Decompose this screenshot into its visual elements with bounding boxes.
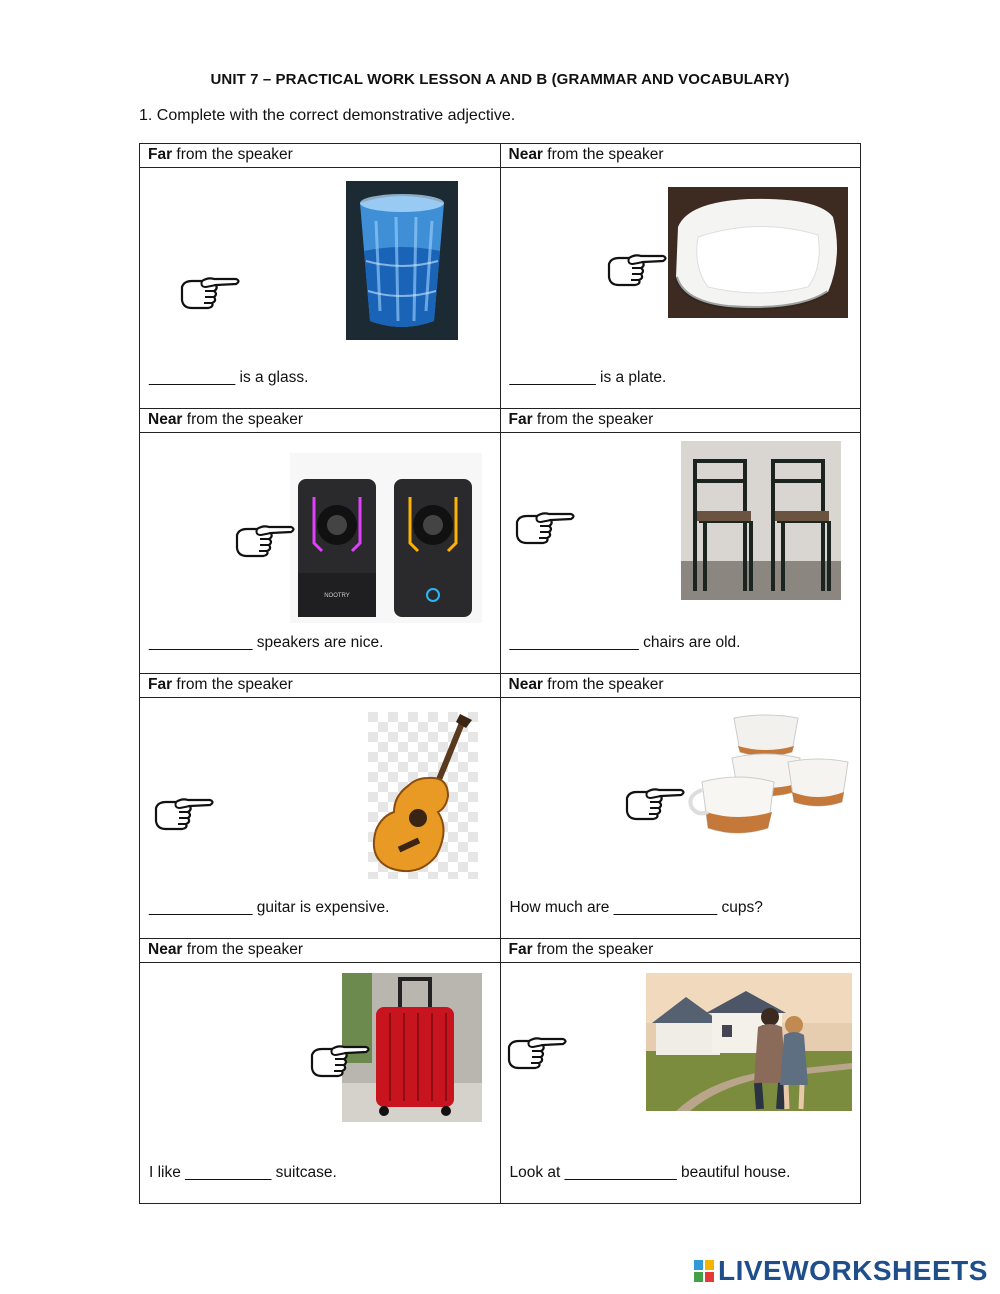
liveworksheets-logo — [693, 1255, 988, 1287]
exercise-cell-guitar — [140, 698, 501, 939]
speaker-brand: NOOTRY — [324, 593, 350, 599]
cups-image — [682, 712, 852, 840]
chairs-image — [681, 441, 841, 600]
pointing-hand-icon — [623, 784, 687, 824]
cell-heading: Near from the speaker — [500, 674, 861, 698]
sentence-text: Look at _____________ beautiful house. — [509, 1164, 791, 1181]
sentence-text: How much are ____________ cups? — [509, 899, 763, 916]
cell-heading: Far from the speaker — [500, 939, 861, 963]
page-title: UNIT 7 – PRACTICAL WORK LESSON A AND B (GRAMMAR AND VOCABULARY) — [210, 71, 790, 88]
exercise-cell-plate — [500, 168, 861, 409]
sentence-text: _______________ chairs are old. — [509, 634, 741, 651]
pointing-hand-icon — [513, 508, 577, 548]
cell-heading: Far from the speaker — [500, 409, 861, 433]
logo-mark-icon — [693, 1259, 715, 1283]
pointing-hand-icon — [308, 1041, 372, 1081]
exercise-cell-glass — [140, 168, 501, 409]
cell-heading: Far from the speaker — [140, 144, 501, 168]
cell-heading: Near from the speaker — [140, 939, 501, 963]
sentence-text: __________ is a plate. — [509, 369, 667, 386]
exercise-table — [139, 143, 861, 1204]
cell-heading: Near from the speaker — [500, 144, 861, 168]
house-image — [646, 973, 852, 1111]
sentence-text: __________ is a glass. — [149, 369, 309, 386]
exercise-cell-house — [500, 963, 861, 1204]
sentence-text: ____________ speakers are nice. — [149, 634, 384, 651]
glass-image — [346, 181, 458, 340]
pointing-hand-icon — [605, 250, 669, 290]
sentence-text: ____________ guitar is expensive. — [149, 899, 390, 916]
exercise-cell-cups — [500, 698, 861, 939]
pointing-hand-icon — [178, 273, 242, 313]
exercise-cell-speakers — [140, 433, 501, 674]
logo-text: LIVEWORKSHEETS — [718, 1255, 988, 1286]
pointing-hand-icon — [505, 1033, 569, 1073]
pointing-hand-icon — [152, 794, 216, 834]
speakers-image — [290, 453, 482, 623]
cell-heading: Far from the speaker — [140, 674, 501, 698]
guitar-image — [368, 712, 478, 879]
plate-image — [668, 187, 848, 318]
exercise-instruction: 1. Complete with the correct demonstrative adjective. — [139, 107, 516, 124]
exercise-cell-chairs — [500, 433, 861, 674]
exercise-cell-suitcase — [140, 963, 501, 1204]
sentence-text: I like __________ suitcase. — [149, 1164, 337, 1181]
cell-heading: Near from the speaker — [140, 409, 501, 433]
pointing-hand-icon — [233, 521, 297, 561]
